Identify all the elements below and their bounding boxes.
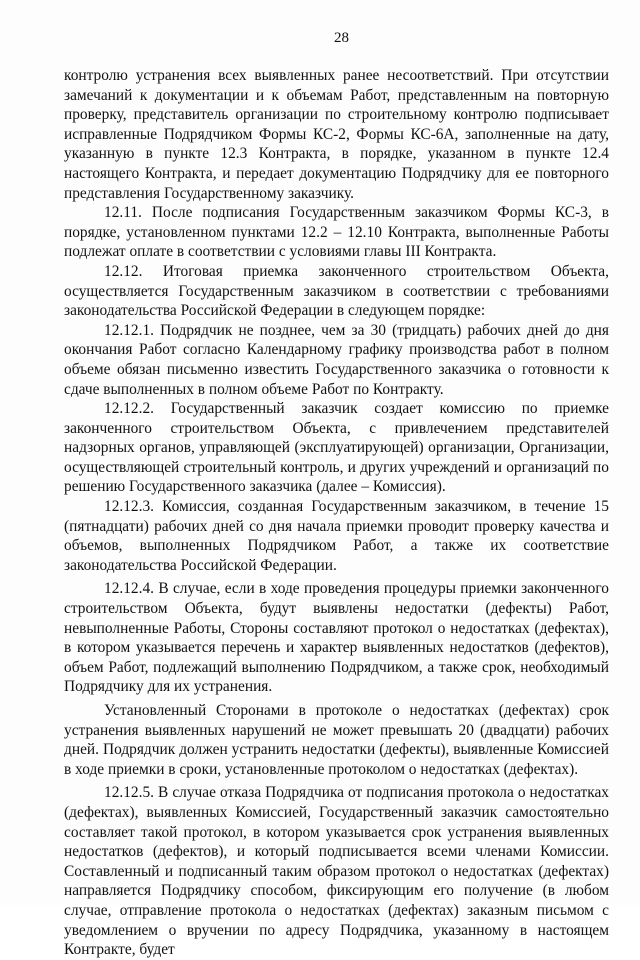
paragraph-12-11: 12.11. После подписания Государственным заказчиком Формы КС-3, в порядке, установленном пунктами 12.2 – 12.10 Контракта, выполненные Работы подлежат оплате в соответствии с условиями главы III Контракта. <box>64 204 609 261</box>
paragraph-12-12-1: 12.12.1. Подрядчик не позднее, чем за 30 (тридцать) рабочих дней до дня окончания Работ согласно Календарному графику производства работ в полном объеме обязан письменно известить Государственного заказчика о готовности к сдаче выполненных в полном объеме Работ по Контракту. <box>64 321 609 398</box>
page-number: 28 <box>334 30 349 46</box>
paragraph-continuation: контролю устранения всех выявленных ранее несоответствий. При отсутствии замечаний к документации и к объемам Работ, представленным на повторную проверку, представитель организации по строительному контролю подписывает исправленные Подрядчиком Формы КС-2, Формы КС-6А, заполненные на дату, указанную в пункте 12.3 Контракта, в порядке, указанном в пункте 12.4 настоящего Контракта, и передает документацию Подрядчику для ее повторного представления Государственному заказчику. <box>64 67 609 202</box>
paragraph-defect-deadline: Установленный Сторонами в протоколе о недостатках (дефектах) срок устранения выявленных нарушений не может превышать 20 (двадцати) рабочих дней. Подрядчик должен устранить недостатки (дефекты), выявленные Комиссией в ходе приемки в сроки, установленные протоколом о недостатках (дефектах). <box>64 702 609 778</box>
paragraph-12-12-2: 12.12.2. Государственный заказчик создает комиссию по приемке законченного строительством Объекта, с привлечением представителей надзорных органов, управляющей (эксплуатирующей) организации, Организации, осуществляющей строительный контроль, и других учреждений и организаций по решению Государственного заказчика (далее – Комиссия). <box>64 400 609 496</box>
paragraph-12-12-4: 12.12.4. В случае, если в ходе проведения процедуры приемки законченного строительством Объекта, будут выявлены недостатки (дефекты) Работ, невыполненные Работы, Стороны составляют протокол о недостатках (дефектах), в котором указывается перечень и характер выявленных недостатков (дефектов), объем Работ, подлежащий выполнению Подрядчиком, а также срок, необходимый Подрядчику для их устранения. <box>64 580 609 696</box>
paragraph-12-12-3: 12.12.3. Комиссия, созданная Государственным заказчиком, в течение 15 (пятнадцати) рабочих дней со дня начала приемки проводит проверку качества и объемов, выполненных Подрядчиком Работ, а также их соответствие законодательства Российской Федерации. <box>64 498 609 574</box>
paragraph-12-12-5: 12.12.5. В случае отказа Подрядчика от подписания протокола о недостатках (дефектах), выявленных Комиссией, Государственный заказчик самостоятельно составляет такой протокол, в котором указывается срок устранения выявленных недостатков (дефектов), и который подписывается всеми членами Комиссии. Составленный и подписанный таким образом протокол о недостатках (дефектах) направляется Подрядчику способом, фиксирующим его получение (в любом случае, отправление протокола о недостатках (дефектах) заказным письмом с уведомлением о вручении по адресу Подрядчика, указанному в настоящем Контракте, будет <box>64 784 609 959</box>
paragraph-12-12: 12.12. Итоговая приемка законченного строительством Объекта, осуществляется Государственным заказчиком в соответствии с требованиями законодательства Российской Федерации в следующем порядке: <box>64 262 609 320</box>
